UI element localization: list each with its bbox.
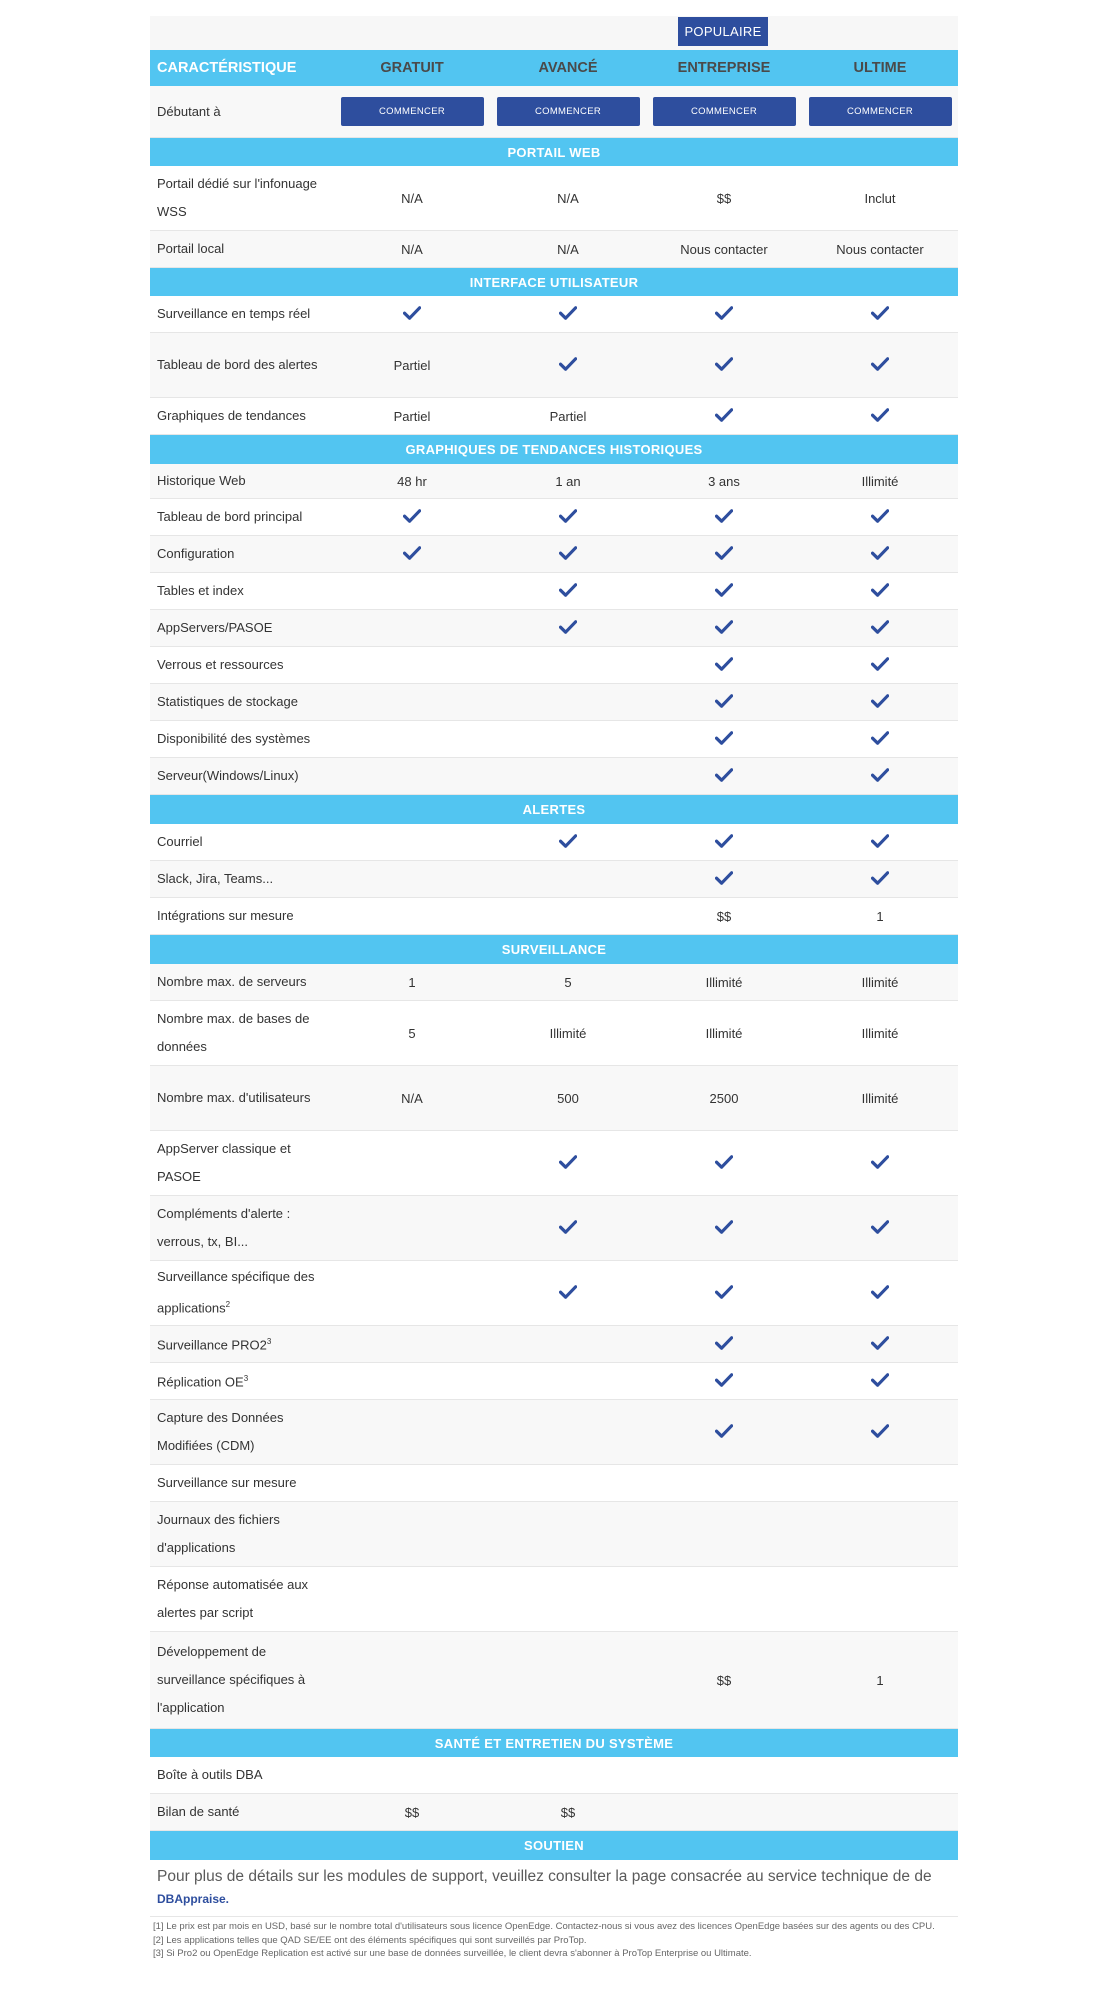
cell-free: Partiel bbox=[393, 357, 431, 373]
feature-label bbox=[150, 170, 334, 226]
table-row bbox=[150, 1066, 958, 1131]
support-text: Pour plus de détails sur les modules de support, veuillez consulter la page consacrée au service technique de de bbox=[157, 1868, 932, 1885]
check-icon bbox=[802, 1373, 958, 1390]
feature-label-text: Compléments d'alerte : verrous, tx, BI... bbox=[157, 1206, 291, 1249]
table-row bbox=[150, 1757, 958, 1794]
cell-advanced: N/A bbox=[557, 190, 579, 206]
feature-label-text: Courriel bbox=[157, 834, 203, 849]
start-label: Débutant à bbox=[157, 103, 221, 119]
popular-badge: POPULAIRE bbox=[678, 17, 768, 46]
feature-label bbox=[150, 1571, 334, 1627]
popular-row bbox=[150, 16, 958, 50]
table-row bbox=[150, 398, 958, 435]
check-icon bbox=[490, 1220, 646, 1237]
check-icon bbox=[490, 834, 646, 851]
check-icon bbox=[802, 357, 958, 374]
feature-label bbox=[150, 540, 334, 568]
table-row bbox=[150, 1001, 958, 1066]
cell-enterprise: 2500 bbox=[709, 1090, 739, 1106]
check-icon bbox=[646, 620, 802, 637]
check-icon bbox=[646, 306, 802, 323]
header-advanced: AVANCÉ bbox=[538, 60, 598, 76]
feature-label-text: Réponse automatisée aux alertes par script bbox=[157, 1577, 309, 1620]
header-enterprise: ENTREPRISE bbox=[677, 60, 771, 76]
cell-ultimate: Illimité bbox=[861, 473, 899, 489]
check-icon bbox=[334, 509, 490, 526]
check-icon bbox=[802, 731, 958, 748]
check-icon bbox=[646, 546, 802, 563]
table-row bbox=[150, 964, 958, 1001]
feature-label bbox=[150, 828, 334, 856]
feature-label-text: Graphiques de tendances bbox=[157, 408, 306, 423]
feature-label bbox=[150, 1798, 334, 1826]
check-icon bbox=[646, 509, 802, 526]
section-header: SOUTIEN bbox=[150, 1831, 958, 1860]
feature-label bbox=[150, 688, 334, 716]
check-icon bbox=[802, 509, 958, 526]
feature-label bbox=[150, 725, 334, 753]
table-row bbox=[150, 684, 958, 721]
feature-label bbox=[150, 1200, 334, 1256]
feature-label-text: Développement de surveillance spécifiques à l'application bbox=[157, 1644, 306, 1715]
feature-label bbox=[150, 351, 334, 379]
footnote-2: [2] Les applications telles que QAD SE/EE ont des éléments spécifiques qui sont surveillés par ProTop. bbox=[153, 1934, 587, 1946]
feature-label bbox=[150, 235, 334, 263]
header-row bbox=[150, 50, 958, 86]
table-row bbox=[150, 1502, 958, 1567]
check-icon bbox=[646, 408, 802, 425]
cell-advanced: 1 an bbox=[555, 473, 581, 489]
feature-label-text: Portail dédié sur l'infonuage WSS bbox=[157, 176, 318, 219]
feature-label-text: Slack, Jira, Teams... bbox=[157, 871, 274, 886]
table-row bbox=[150, 647, 958, 684]
table-row bbox=[150, 610, 958, 647]
check-icon bbox=[802, 1285, 958, 1302]
check-icon bbox=[802, 694, 958, 711]
feature-label bbox=[150, 467, 334, 495]
section-header: ALERTES bbox=[150, 795, 958, 824]
feature-label-text: Serveur(Windows/Linux) bbox=[157, 768, 299, 783]
table-row bbox=[150, 464, 958, 499]
table-row bbox=[150, 861, 958, 898]
start-button-free[interactable]: COMMENCER bbox=[341, 97, 484, 126]
cell-ultimate: Inclut bbox=[864, 190, 896, 206]
feature-label bbox=[150, 651, 334, 679]
check-icon bbox=[490, 509, 646, 526]
check-icon bbox=[802, 657, 958, 674]
check-icon bbox=[646, 357, 802, 374]
table-row bbox=[150, 1465, 958, 1502]
dbappraise-link[interactable]: DBAppraise. bbox=[157, 1892, 230, 1906]
check-icon bbox=[802, 546, 958, 563]
section-header: SANTÉ ET ENTRETIEN DU SYSTÈME bbox=[150, 1729, 958, 1757]
check-icon bbox=[646, 834, 802, 851]
feature-label bbox=[150, 1638, 334, 1722]
cell-free: N/A bbox=[401, 1090, 423, 1106]
support-text-block bbox=[150, 1860, 958, 1917]
cell-free: Partiel bbox=[393, 408, 431, 424]
check-icon bbox=[646, 1285, 802, 1302]
section-header: GRAPHIQUES DE TENDANCES HISTORIQUES bbox=[150, 435, 958, 464]
check-icon bbox=[646, 768, 802, 785]
feature-label-text: Surveillance spécifique des applications bbox=[157, 1269, 315, 1316]
table-row bbox=[150, 758, 958, 795]
start-row bbox=[150, 86, 958, 138]
feature-label-text: Nombre max. d'utilisateurs bbox=[157, 1090, 311, 1105]
table-row bbox=[150, 824, 958, 861]
table-row bbox=[150, 1567, 958, 1632]
footnote-1: [1] Le prix est par mois en USD, basé sur le nombre total d'utilisateurs sous licence OpenEdge. Contactez-nous si vous avez des licences OpenEdge basées sur des agents ou des CPU. bbox=[153, 1921, 935, 1932]
check-icon bbox=[490, 1155, 646, 1172]
check-icon bbox=[802, 306, 958, 323]
check-icon bbox=[334, 546, 490, 563]
cell-advanced: $$ bbox=[560, 1804, 576, 1820]
check-icon bbox=[802, 871, 958, 888]
feature-label-text: Tableau de bord principal bbox=[157, 509, 303, 524]
cell-advanced: 500 bbox=[557, 1090, 579, 1106]
feature-label-text: Bilan de santé bbox=[157, 1804, 240, 1819]
feature-label-text: Capture des Données Modifiées (CDM) bbox=[157, 1410, 284, 1453]
feature-label-text: Surveillance PRO2 bbox=[157, 1337, 267, 1353]
cell-free: 1 bbox=[408, 974, 416, 990]
feature-label-text: AppServer classique et PASOE bbox=[157, 1141, 291, 1184]
footnotes bbox=[150, 1917, 958, 1964]
feature-label-text: Tableau de bord des alertes bbox=[157, 357, 318, 372]
check-icon bbox=[802, 620, 958, 637]
table-row bbox=[150, 1632, 958, 1729]
feature-label bbox=[150, 1469, 334, 1497]
feature-label bbox=[150, 1761, 334, 1789]
cell-enterprise: Nous contacter bbox=[680, 241, 768, 257]
pricing-table bbox=[150, 16, 958, 1964]
check-icon bbox=[802, 834, 958, 851]
cell-advanced: N/A bbox=[557, 241, 579, 257]
section-header: INTERFACE UTILISATEUR bbox=[150, 268, 958, 296]
feature-label bbox=[150, 577, 334, 605]
table-row bbox=[150, 1131, 958, 1196]
table-row bbox=[150, 573, 958, 610]
table-row bbox=[150, 1794, 958, 1831]
footnote-ref: 3 bbox=[243, 1374, 249, 1384]
cell-advanced: 5 bbox=[564, 974, 572, 990]
feature-label-text: Historique Web bbox=[157, 473, 246, 488]
table-row bbox=[150, 721, 958, 758]
feature-label bbox=[150, 1328, 334, 1359]
feature-label bbox=[150, 1005, 334, 1061]
table-row bbox=[150, 296, 958, 333]
feature-label-text: Boîte à outils DBA bbox=[157, 1767, 263, 1782]
feature-label bbox=[150, 1135, 334, 1191]
check-icon bbox=[490, 546, 646, 563]
table-row bbox=[150, 1196, 958, 1261]
feature-label bbox=[150, 300, 334, 328]
check-icon bbox=[646, 1155, 802, 1172]
check-icon bbox=[646, 1336, 802, 1353]
check-icon bbox=[490, 1285, 646, 1302]
feature-label bbox=[150, 1084, 334, 1112]
check-icon bbox=[802, 583, 958, 600]
start-button-ultimate[interactable]: COMMENCER bbox=[809, 97, 952, 126]
cell-free: N/A bbox=[401, 190, 423, 206]
footnote-ref: 3 bbox=[266, 1337, 272, 1347]
check-icon bbox=[802, 1424, 958, 1441]
cell-free: 5 bbox=[408, 1025, 416, 1041]
check-icon bbox=[802, 768, 958, 785]
check-icon bbox=[802, 1220, 958, 1237]
check-icon bbox=[802, 408, 958, 425]
table-row bbox=[150, 166, 958, 231]
cell-free: $$ bbox=[404, 1804, 420, 1820]
cell-enterprise: $$ bbox=[716, 1672, 732, 1688]
table-body bbox=[150, 138, 958, 1860]
cell-advanced: Partiel bbox=[549, 408, 587, 424]
feature-label bbox=[150, 902, 334, 930]
footnote-3: [3] Si Pro2 ou OpenEdge Replication est activé sur une base de données surveillée, le client devra s'abonner à ProTop Enterprise ou Ultimate. bbox=[153, 1948, 752, 1959]
start-button-enterprise[interactable]: COMMENCER bbox=[653, 97, 796, 126]
header-ultimate: ULTIME bbox=[853, 60, 907, 76]
cell-enterprise: Illimité bbox=[705, 1025, 743, 1041]
cell-enterprise: $$ bbox=[716, 908, 732, 924]
feature-label bbox=[150, 1263, 334, 1322]
section-header: SURVEILLANCE bbox=[150, 935, 958, 964]
check-icon bbox=[646, 1424, 802, 1441]
table-row bbox=[150, 231, 958, 268]
feature-label-text: Disponibilité des systèmes bbox=[157, 731, 311, 746]
cell-enterprise: 3 ans bbox=[708, 473, 740, 489]
feature-label-text: Nombre max. de bases de données bbox=[157, 1011, 310, 1054]
check-icon bbox=[334, 306, 490, 323]
feature-label bbox=[150, 1365, 334, 1396]
check-icon bbox=[646, 731, 802, 748]
table-row bbox=[150, 1261, 958, 1326]
feature-label bbox=[150, 865, 334, 893]
section-header: PORTAIL WEB bbox=[150, 138, 958, 166]
check-icon bbox=[490, 357, 646, 374]
feature-label bbox=[150, 503, 334, 531]
table-row bbox=[150, 898, 958, 935]
feature-label-text: Nombre max. de serveurs bbox=[157, 974, 307, 989]
check-icon bbox=[802, 1155, 958, 1172]
check-icon bbox=[646, 871, 802, 888]
feature-label-text: Verrous et ressources bbox=[157, 657, 284, 672]
cell-ultimate: 1 bbox=[876, 908, 884, 924]
check-icon bbox=[646, 1220, 802, 1237]
feature-label-text: AppServers/PASOE bbox=[157, 620, 273, 635]
header-feature: CARACTÉRISTIQUE bbox=[157, 60, 297, 76]
table-row bbox=[150, 1363, 958, 1400]
feature-label-text: Journaux des fichiers d'applications bbox=[157, 1512, 280, 1555]
cell-ultimate: Illimité bbox=[861, 974, 899, 990]
feature-label-text: Surveillance sur mesure bbox=[157, 1475, 297, 1490]
feature-label bbox=[150, 762, 334, 790]
cell-ultimate: Nous contacter bbox=[836, 241, 924, 257]
check-icon bbox=[646, 694, 802, 711]
table-row bbox=[150, 333, 958, 398]
cell-ultimate: 1 bbox=[876, 1672, 884, 1688]
check-icon bbox=[490, 306, 646, 323]
check-icon bbox=[490, 583, 646, 600]
cell-enterprise: Illimité bbox=[705, 974, 743, 990]
cell-free: 48 hr bbox=[397, 473, 427, 489]
check-icon bbox=[646, 657, 802, 674]
cell-ultimate: Illimité bbox=[861, 1090, 899, 1106]
feature-label bbox=[150, 402, 334, 430]
cell-free: N/A bbox=[401, 241, 423, 257]
check-icon bbox=[646, 1373, 802, 1390]
table-row bbox=[150, 1326, 958, 1363]
feature-label-text: Réplication OE bbox=[157, 1374, 244, 1390]
check-icon bbox=[490, 620, 646, 637]
check-icon bbox=[646, 583, 802, 600]
feature-label-text: Surveillance en temps réel bbox=[157, 306, 311, 321]
table-row bbox=[150, 499, 958, 536]
check-icon bbox=[802, 1336, 958, 1353]
cell-ultimate: Illimité bbox=[861, 1025, 899, 1041]
feature-label-text: Statistiques de stockage bbox=[157, 694, 298, 709]
table-row bbox=[150, 1400, 958, 1465]
header-free: GRATUIT bbox=[380, 60, 444, 76]
feature-label bbox=[150, 1404, 334, 1460]
feature-label-text: Intégrations sur mesure bbox=[157, 908, 294, 923]
start-button-advanced[interactable]: COMMENCER bbox=[497, 97, 640, 126]
feature-label bbox=[150, 614, 334, 642]
cell-enterprise: $$ bbox=[716, 190, 732, 206]
feature-label-text: Tables et index bbox=[157, 583, 244, 598]
feature-label-text: Portail local bbox=[157, 241, 225, 256]
feature-label bbox=[150, 968, 334, 996]
table-row bbox=[150, 536, 958, 573]
footnote-ref: 2 bbox=[225, 1300, 231, 1310]
feature-label bbox=[150, 1506, 334, 1562]
feature-label-text: Configuration bbox=[157, 546, 235, 561]
cell-advanced: Illimité bbox=[549, 1025, 587, 1041]
